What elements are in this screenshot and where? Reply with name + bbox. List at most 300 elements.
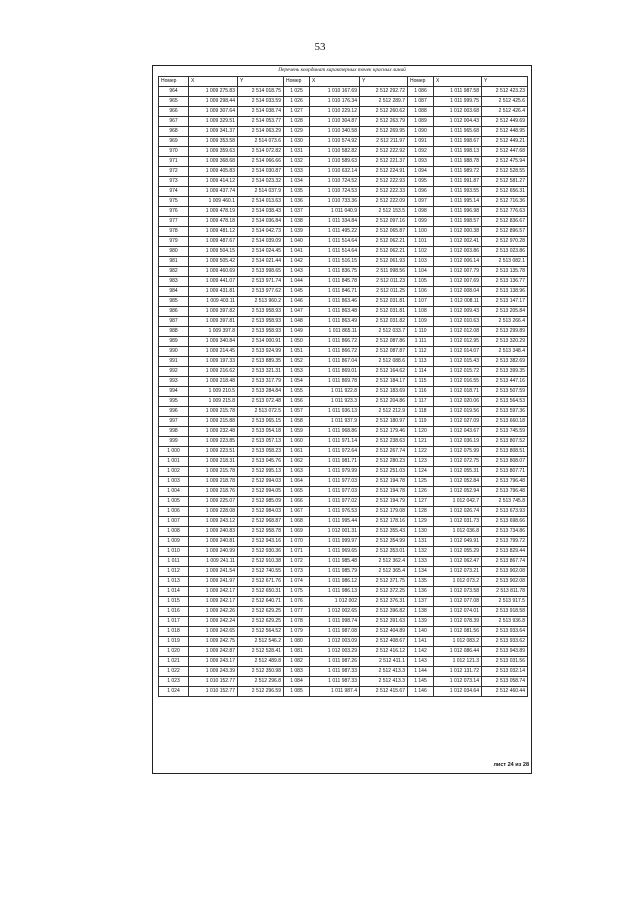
point-number-cell: 1 048 <box>284 317 310 327</box>
y-coordinate-cell: 2 514 042.73 <box>238 227 284 237</box>
point-number-cell: 1 034 <box>284 177 310 187</box>
x-coordinate-cell: 1 009 243.39 <box>189 667 238 677</box>
x-coordinate-cell: 1 012 002.65 <box>310 607 360 617</box>
table-row <box>159 447 528 457</box>
y-coordinate-cell: 2 513 917.5 <box>482 597 528 607</box>
point-number-cell: 1 074 <box>284 577 310 587</box>
point-number-cell: 1 121 <box>408 437 434 447</box>
point-number-cell: 998 <box>159 427 189 437</box>
table-row <box>159 357 528 367</box>
y-coordinate-cell: 2 512 354.99 <box>360 537 408 547</box>
coordinates-table <box>158 76 528 697</box>
y-coordinate-cell: 2 512 296.8 <box>238 677 284 687</box>
point-number-cell: 1 109 <box>408 317 434 327</box>
y-coordinate-cell: 2 512 404.89 <box>360 627 408 637</box>
y-coordinate-cell: 2 512 930.36 <box>238 547 284 557</box>
x-coordinate-cell: 1 012 015.43 <box>434 357 482 367</box>
table-row <box>159 497 528 507</box>
point-number-cell: 1 051 <box>284 347 310 357</box>
table-row <box>159 107 528 117</box>
point-number-cell: 967 <box>159 117 189 127</box>
point-number-cell: 1 078 <box>284 617 310 627</box>
y-coordinate-cell: 2 513 958.93 <box>238 327 284 337</box>
y-coordinate-cell: 2 513 299.89 <box>482 327 528 337</box>
header-cell: Номер <box>408 77 434 87</box>
y-coordinate-cell: 2 512 222.93 <box>360 177 408 187</box>
y-coordinate-cell: 2 514 073.6 <box>238 137 284 147</box>
x-coordinate-cell: 1 011 923.3 <box>310 397 360 407</box>
point-number-cell: 1 041 <box>284 247 310 257</box>
y-coordinate-cell: 2 512 449.21 <box>482 137 528 147</box>
table-row <box>159 307 528 317</box>
x-coordinate-cell: 1 009 243.17 <box>189 657 238 667</box>
point-number-cell: 1 073 <box>284 567 310 577</box>
y-coordinate-cell: 2 513 745.59 <box>482 427 528 437</box>
y-coordinate-cell: 2 512 910.38 <box>238 557 284 567</box>
header-cell: X <box>189 77 238 87</box>
point-number-cell: 1 035 <box>284 187 310 197</box>
point-number-cell: 981 <box>159 257 189 267</box>
sheet-label: лист 24 из 28 <box>493 762 529 768</box>
y-coordinate-cell: 2 512 088.6 <box>360 357 408 367</box>
y-coordinate-cell: 2 512 065.87 <box>360 227 408 237</box>
table-row <box>159 547 528 557</box>
point-number-cell: 1 099 <box>408 217 434 227</box>
x-coordinate-cell: 1 009 307.64 <box>189 107 238 117</box>
y-coordinate-cell: 2 514 021.44 <box>238 257 284 267</box>
y-coordinate-cell: 2 512 194.78 <box>360 487 408 497</box>
x-coordinate-cell: 1 011 334.84 <box>310 217 360 227</box>
point-number-cell: 1 118 <box>408 407 434 417</box>
x-coordinate-cell: 1 010 229.12 <box>310 107 360 117</box>
x-coordinate-cell: 1 012 016.55 <box>434 377 482 387</box>
x-coordinate-cell: 1 009 341.37 <box>189 127 238 137</box>
y-coordinate-cell: 2 513 072.5 <box>238 407 284 417</box>
header-cell: Y <box>482 77 528 87</box>
y-coordinate-cell: 2 512 460.44 <box>482 687 528 697</box>
point-number-cell: 1 059 <box>284 427 310 437</box>
point-number-cell: 994 <box>159 387 189 397</box>
point-number-cell: 1 028 <box>284 117 310 127</box>
y-coordinate-cell: 2 513 807.71 <box>482 467 528 477</box>
x-coordinate-cell: 1 009 218.48 <box>189 377 238 387</box>
point-number-cell: 988 <box>159 327 189 337</box>
y-coordinate-cell: 2 512 292.72 <box>360 87 408 97</box>
point-number-cell: 1 026 <box>284 97 310 107</box>
point-number-cell: 1 001 <box>159 457 189 467</box>
table-row <box>159 477 528 487</box>
point-number-cell: 1 005 <box>159 497 189 507</box>
x-coordinate-cell: 1 011 998.74 <box>310 617 360 627</box>
y-coordinate-cell: 2 514 023.32 <box>238 177 284 187</box>
x-coordinate-cell: 1 012 072.75 <box>434 457 482 467</box>
point-number-cell: 1 029 <box>284 127 310 137</box>
y-coordinate-cell: 2 512 985.09 <box>238 497 284 507</box>
y-coordinate-cell: 2 512 011.23 <box>360 277 408 287</box>
table-row <box>159 207 528 217</box>
point-number-cell: 979 <box>159 237 189 247</box>
y-coordinate-cell: 2 512 263.79 <box>360 117 408 127</box>
x-coordinate-cell: 1 009 359.63 <box>189 147 238 157</box>
point-number-cell: 1 015 <box>159 597 189 607</box>
y-coordinate-cell: 2 513 867.74 <box>482 557 528 567</box>
y-coordinate-cell: 2 512 062.21 <box>360 237 408 247</box>
point-number-cell: 1 097 <box>408 197 434 207</box>
y-coordinate-cell: 2 513 998.65 <box>238 267 284 277</box>
table-row <box>159 417 528 427</box>
x-coordinate-cell: 1 009 216.62 <box>189 367 238 377</box>
y-coordinate-cell: 2 513 902.08 <box>482 577 528 587</box>
x-coordinate-cell: 1 011 981.71 <box>310 457 360 467</box>
point-number-cell: 1 037 <box>284 207 310 217</box>
y-coordinate-cell: 2 513 058.74 <box>482 677 528 687</box>
x-coordinate-cell: 1 011 514.64 <box>310 237 360 247</box>
table-row <box>159 277 528 287</box>
y-coordinate-cell: 2 513 796.48 <box>482 477 528 487</box>
x-coordinate-cell: 1 010 724.53 <box>310 187 360 197</box>
x-coordinate-cell: 1 012 003.86 <box>434 247 482 257</box>
y-coordinate-cell: 2 513 045.76 <box>238 457 284 467</box>
x-coordinate-cell: 1 011 996.98 <box>434 207 482 217</box>
x-coordinate-cell: 1 012 073.14 <box>434 677 482 687</box>
x-coordinate-cell: 1 011 965.68 <box>434 127 482 137</box>
x-coordinate-cell: 1 012 010.63 <box>434 317 482 327</box>
x-coordinate-cell: 1 011 987.08 <box>310 627 360 637</box>
y-coordinate-cell: 2 513 032.14 <box>482 667 528 677</box>
y-coordinate-cell: 2 512 740.55 <box>238 567 284 577</box>
point-number-cell: 1 000 <box>159 447 189 457</box>
x-coordinate-cell: 1 009 225.07 <box>189 497 238 507</box>
y-coordinate-cell: 2 512 413.3 <box>360 667 408 677</box>
x-coordinate-cell: 1 009 215.88 <box>189 417 238 427</box>
point-number-cell: 1 065 <box>284 487 310 497</box>
point-number-cell: 1 057 <box>284 407 310 417</box>
x-coordinate-cell: 1 012 042.7 <box>434 497 482 507</box>
y-coordinate-cell: 2 512 184.17 <box>360 377 408 387</box>
table-row <box>159 637 528 647</box>
x-coordinate-cell: 1 012 052.94 <box>434 487 482 497</box>
point-number-cell: 1 007 <box>159 517 189 527</box>
y-coordinate-cell: 2 512 280.23 <box>360 457 408 467</box>
point-number-cell: 1 129 <box>408 517 434 527</box>
y-coordinate-cell: 2 512 564.52 <box>238 627 284 637</box>
x-coordinate-cell: 1 009 437.74 <box>189 187 238 197</box>
x-coordinate-cell: 1 012 002.41 <box>434 237 482 247</box>
point-number-cell: 1 018 <box>159 627 189 637</box>
point-number-cell: 1 054 <box>284 377 310 387</box>
point-number-cell: 1 002 <box>159 467 189 477</box>
point-number-cell: 1 119 <box>408 417 434 427</box>
table-row <box>159 387 528 397</box>
y-coordinate-cell: 2 512 426.4 <box>482 107 528 117</box>
point-number-cell: 1 019 <box>159 637 189 647</box>
x-coordinate-cell: 1 011 986.13 <box>310 587 360 597</box>
point-number-cell: 1 101 <box>408 237 434 247</box>
y-coordinate-cell: 2 512 164.62 <box>360 367 408 377</box>
table-row <box>159 517 528 527</box>
y-coordinate-cell: 2 512 629.25 <box>238 617 284 627</box>
y-coordinate-cell: 2 513 136.77 <box>482 277 528 287</box>
x-coordinate-cell: 1 009 478.19 <box>189 207 238 217</box>
point-number-cell: 1 068 <box>284 517 310 527</box>
x-coordinate-cell: 1 012 121.3 <box>434 657 482 667</box>
x-coordinate-cell: 1 011 514.64 <box>310 247 360 257</box>
x-coordinate-cell: 1 011 995.44 <box>310 517 360 527</box>
x-coordinate-cell: 1 009 460.69 <box>189 267 238 277</box>
x-coordinate-cell: 1 011 936.13 <box>310 407 360 417</box>
point-number-cell: 1 047 <box>284 307 310 317</box>
point-number-cell: 1 085 <box>284 687 310 697</box>
y-coordinate-cell: 2 512 194.79 <box>360 497 408 507</box>
y-coordinate-cell: 2 512 475.94 <box>482 157 528 167</box>
x-coordinate-cell: 1 009 223.85 <box>189 437 238 447</box>
point-number-cell: 1 132 <box>408 547 434 557</box>
y-coordinate-cell: 2 513 031.56 <box>482 657 528 667</box>
point-number-cell: 1 098 <box>408 207 434 217</box>
x-coordinate-cell: 1 012 006.14 <box>434 257 482 267</box>
x-coordinate-cell: 1 012 007.69 <box>434 277 482 287</box>
x-coordinate-cell: 1 009 241.11 <box>189 557 238 567</box>
point-number-cell: 1 036 <box>284 197 310 207</box>
x-coordinate-cell: 1 012 074.01 <box>434 607 482 617</box>
point-number-cell: 1 027 <box>284 107 310 117</box>
y-coordinate-cell: 2 514 018.75 <box>238 87 284 97</box>
table-row <box>159 437 528 447</box>
x-coordinate-cell: 1 010 152.77 <box>189 687 238 697</box>
y-coordinate-cell: 2 512 353.01 <box>360 547 408 557</box>
table-row <box>159 297 528 307</box>
table-row <box>159 217 528 227</box>
x-coordinate-cell: 1 010 304.87 <box>310 117 360 127</box>
point-number-cell: 1 053 <box>284 367 310 377</box>
table-row <box>159 427 528 437</box>
y-coordinate-cell: 2 512 656.31 <box>482 187 528 197</box>
table-row <box>159 117 528 127</box>
point-number-cell: 999 <box>159 437 189 447</box>
y-coordinate-cell: 2 513 734.86 <box>482 527 528 537</box>
y-coordinate-cell: 2 512 355.43 <box>360 527 408 537</box>
y-coordinate-cell: 2 513 147.17 <box>482 297 528 307</box>
x-coordinate-cell: 1 009 397.81 <box>189 317 238 327</box>
x-coordinate-cell: 1 009 232.48 <box>189 427 238 437</box>
table-row <box>159 227 528 237</box>
point-number-cell: 1 052 <box>284 357 310 367</box>
x-coordinate-cell: 1 009 218.78 <box>189 477 238 487</box>
y-coordinate-cell: 2 514 053.77 <box>238 117 284 127</box>
y-coordinate-cell: 2 514 072.82 <box>238 147 284 157</box>
point-number-cell: 1 080 <box>284 637 310 647</box>
point-number-cell: 1 120 <box>408 427 434 437</box>
point-number-cell: 1 134 <box>408 567 434 577</box>
point-number-cell: 969 <box>159 137 189 147</box>
x-coordinate-cell: 1 011 976.53 <box>310 507 360 517</box>
y-coordinate-cell: 2 513 660.18 <box>482 417 528 427</box>
y-coordinate-cell: 2 512 033.7 <box>360 327 408 337</box>
x-coordinate-cell: 1 012 008.11 <box>434 297 482 307</box>
y-coordinate-cell: 2 512 221.37 <box>360 157 408 167</box>
header-cell: X <box>310 77 360 87</box>
table-row <box>159 377 528 387</box>
point-number-cell: 982 <box>159 267 189 277</box>
point-number-cell: 1 084 <box>284 677 310 687</box>
x-coordinate-cell: 1 009 481.12 <box>189 227 238 237</box>
y-coordinate-cell: 2 512 260.62 <box>360 107 408 117</box>
table-row <box>159 397 528 407</box>
point-number-cell: 1 072 <box>284 557 310 567</box>
y-coordinate-cell: 2 514 066.66 <box>238 157 284 167</box>
y-coordinate-cell: 2 513 135.78 <box>482 267 528 277</box>
table-row <box>159 337 528 347</box>
point-number-cell: 1 077 <box>284 607 310 617</box>
x-coordinate-cell: 1 009 340.84 <box>189 337 238 347</box>
y-coordinate-cell: 2 512 391.63 <box>360 617 408 627</box>
header-cell: Y <box>238 77 284 87</box>
point-number-cell: 1 127 <box>408 497 434 507</box>
table-row <box>159 137 528 147</box>
y-coordinate-cell: 2 512 396.82 <box>360 607 408 617</box>
table-row <box>159 347 528 357</box>
x-coordinate-cell: 1 011 987.33 <box>310 677 360 687</box>
table-row <box>159 537 528 547</box>
y-coordinate-cell: 2 513 382.69 <box>482 357 528 367</box>
point-number-cell: 1 139 <box>408 617 434 627</box>
y-coordinate-cell: 2 512 413.3 <box>360 677 408 687</box>
x-coordinate-cell: 1 011 836.75 <box>310 267 360 277</box>
table-row <box>159 627 528 637</box>
point-number-cell: 1 003 <box>159 477 189 487</box>
table-row <box>159 527 528 537</box>
point-number-cell: 1 123 <box>408 457 434 467</box>
y-coordinate-cell: 2 512 153.5 <box>360 207 408 217</box>
header-cell: Номер <box>159 77 189 87</box>
x-coordinate-cell: 1 009 405.83 <box>189 167 238 177</box>
x-coordinate-cell: 1 009 242.26 <box>189 607 238 617</box>
y-coordinate-cell: 2 512 489.8 <box>238 657 284 667</box>
x-coordinate-cell: 1 011 865.11 <box>310 327 360 337</box>
x-coordinate-cell: 1 011 985.48 <box>310 557 360 567</box>
x-coordinate-cell: 1 009 329.51 <box>189 117 238 127</box>
point-number-cell: 1 045 <box>284 287 310 297</box>
point-number-cell: 1 128 <box>408 507 434 517</box>
y-coordinate-cell: 2 513 807.52 <box>482 437 528 447</box>
point-number-cell: 1 104 <box>408 267 434 277</box>
point-number-cell: 1 145 <box>408 677 434 687</box>
x-coordinate-cell: 1 012 012.95 <box>434 337 482 347</box>
point-number-cell: 1 024 <box>159 687 189 697</box>
point-number-cell: 1 023 <box>159 677 189 687</box>
table-row <box>159 607 528 617</box>
x-coordinate-cell: 1 011 863.48 <box>310 307 360 317</box>
x-coordinate-cell: 1 009 210.5 <box>189 387 238 397</box>
y-coordinate-cell: 2 512 224.91 <box>360 167 408 177</box>
point-number-cell: 1 058 <box>284 417 310 427</box>
y-coordinate-cell: 2 512 222.92 <box>360 147 408 157</box>
y-coordinate-cell: 2 513 829.44 <box>482 547 528 557</box>
point-number-cell: 1 025 <box>284 87 310 97</box>
y-coordinate-cell: 2 513 507.59 <box>482 387 528 397</box>
x-coordinate-cell: 1 012 000.38 <box>434 227 482 237</box>
point-number-cell: 1 060 <box>284 437 310 447</box>
point-number-cell: 989 <box>159 337 189 347</box>
point-number-cell: 970 <box>159 147 189 157</box>
y-coordinate-cell: 2 512 449.69 <box>482 117 528 127</box>
point-number-cell: 1 030 <box>284 137 310 147</box>
table-row <box>159 467 528 477</box>
table-row <box>159 327 528 337</box>
point-number-cell: 1 031 <box>284 147 310 157</box>
table-row <box>159 407 528 417</box>
x-coordinate-cell: 1 011 993.55 <box>434 187 482 197</box>
x-coordinate-cell: 1 010 724.52 <box>310 177 360 187</box>
point-number-cell: 1 004 <box>159 487 189 497</box>
point-number-cell: 1 113 <box>408 357 434 367</box>
y-coordinate-cell: 2 512 640.71 <box>238 597 284 607</box>
y-coordinate-cell: 2 513 918.58 <box>482 607 528 617</box>
x-coordinate-cell: 1 012 019.56 <box>434 407 482 417</box>
x-coordinate-cell: 1 009 215.78 <box>189 467 238 477</box>
point-number-cell: 993 <box>159 377 189 387</box>
y-coordinate-cell: 2 512 238.63 <box>360 437 408 447</box>
table-row <box>159 97 528 107</box>
point-number-cell: 1 115 <box>408 377 434 387</box>
y-coordinate-cell: 2 512 031.81 <box>360 297 408 307</box>
y-coordinate-cell: 2 512 995.13 <box>238 467 284 477</box>
point-number-cell: 1 039 <box>284 227 310 237</box>
y-coordinate-cell: 2 513 943.89 <box>482 647 528 657</box>
x-coordinate-cell: 1 011 969.65 <box>310 547 360 557</box>
table-row <box>159 317 528 327</box>
y-coordinate-cell: 2 513 564.53 <box>482 397 528 407</box>
point-number-cell: 1 079 <box>284 627 310 637</box>
x-coordinate-cell: 1 011 866.72 <box>310 347 360 357</box>
y-coordinate-cell: 2 512 581.27 <box>482 177 528 187</box>
y-coordinate-cell: 2 512 776.63 <box>482 207 528 217</box>
y-coordinate-cell: 2 512 716.36 <box>482 197 528 207</box>
y-coordinate-cell: 2 512 968.87 <box>238 517 284 527</box>
y-coordinate-cell: 2 513 745.8 <box>482 497 528 507</box>
x-coordinate-cell: 1 009 240.81 <box>189 537 238 547</box>
table-header-row <box>159 77 528 87</box>
x-coordinate-cell: 1 012 003.29 <box>310 647 360 657</box>
y-coordinate-cell: 2 512 267.74 <box>360 447 408 457</box>
y-coordinate-cell: 2 514 038.74 <box>238 107 284 117</box>
table-row <box>159 647 528 657</box>
y-coordinate-cell: 2 512 204.86 <box>360 397 408 407</box>
y-coordinate-cell: 2 512 423.23 <box>482 87 528 97</box>
y-coordinate-cell: 2 512 994.03 <box>238 477 284 487</box>
point-number-cell: 1 089 <box>408 117 434 127</box>
y-coordinate-cell: 2 512 365.4 <box>360 567 408 577</box>
y-coordinate-cell: 2 513 284.84 <box>238 387 284 397</box>
x-coordinate-cell: 1 009 242.17 <box>189 597 238 607</box>
y-coordinate-cell: 2 512 447.68 <box>482 147 528 157</box>
x-coordinate-cell: 1 011 971.14 <box>310 437 360 447</box>
point-number-cell: 1 042 <box>284 257 310 267</box>
point-number-cell: 1 143 <box>408 657 434 667</box>
y-coordinate-cell: 2 512 269.95 <box>360 127 408 137</box>
y-coordinate-cell: 2 512 087.86 <box>360 337 408 347</box>
y-coordinate-cell: 2 512 836.67 <box>482 217 528 227</box>
x-coordinate-cell: 1 012 052.84 <box>434 477 482 487</box>
point-number-cell: 1 062 <box>284 457 310 467</box>
x-coordinate-cell: 1 009 242.24 <box>189 617 238 627</box>
x-coordinate-cell: 1 011 987.33 <box>310 667 360 677</box>
point-number-cell: 1 117 <box>408 397 434 407</box>
y-coordinate-cell: 2 514 030.87 <box>238 167 284 177</box>
x-coordinate-cell: 1 012 086.44 <box>434 647 482 657</box>
x-coordinate-cell: 1 011 040.9 <box>310 207 360 217</box>
point-number-cell: 1 091 <box>408 137 434 147</box>
